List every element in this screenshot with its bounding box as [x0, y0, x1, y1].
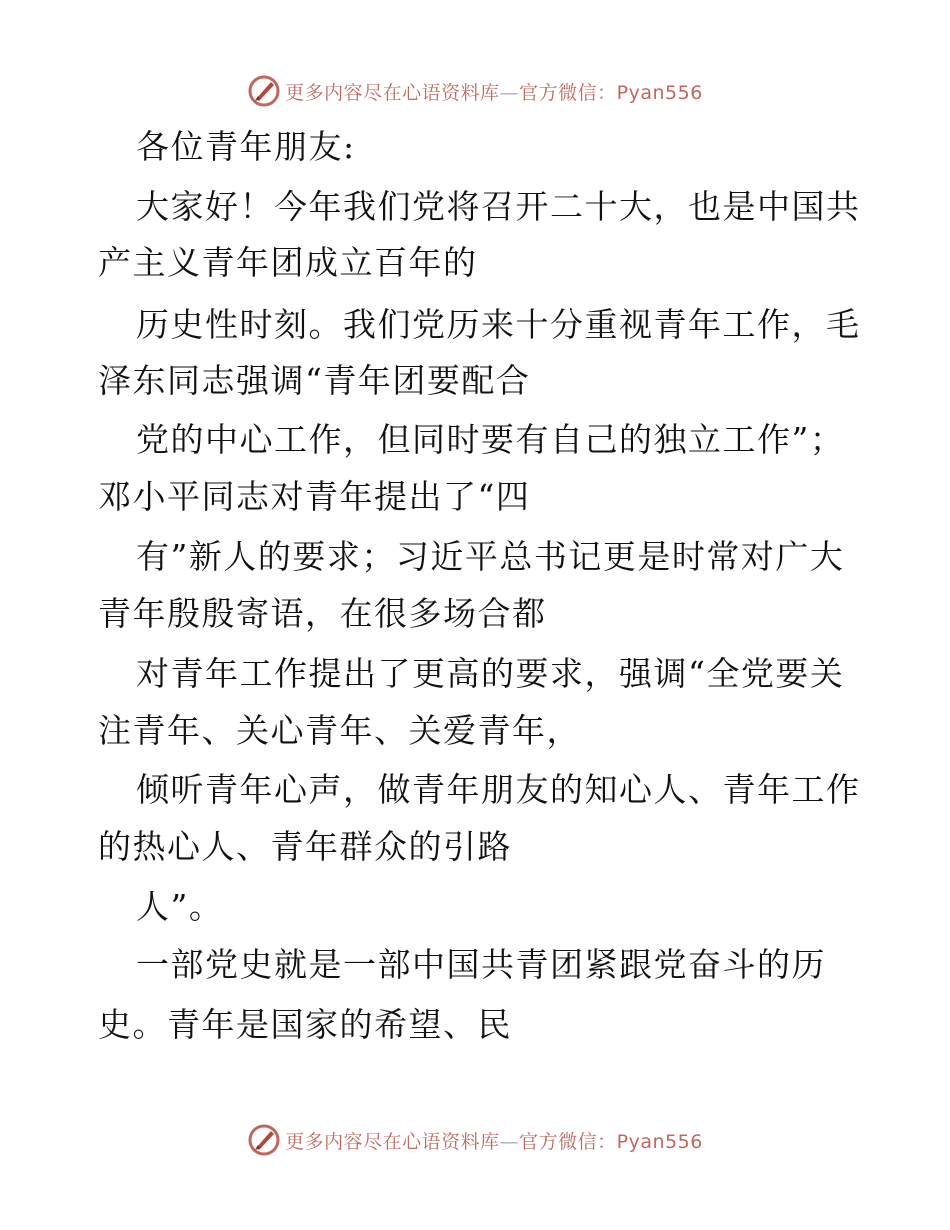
body-line: 倾听青年心声，做青年朋友的知心人、青年工作: [136, 770, 861, 809]
body-line: 各位青年朋友:: [136, 127, 356, 166]
quill-logo-icon: [247, 1123, 281, 1157]
body-line: 大家好！今年我们党将召开二十大，也是中国共: [136, 187, 861, 226]
quill-logo-icon: [247, 74, 281, 108]
header-banner-text: [285, 78, 703, 105]
body-line: 产主义青年团成立百年的: [98, 243, 478, 282]
body-line: 对青年工作提出了更高的要求，强调“全党要关: [136, 654, 845, 693]
header-brand: 更多内容尽在心语资料库: [285, 81, 500, 104]
body-line: 邓小平同志对青年提出了“四: [98, 477, 531, 516]
body-line: 历史性时刻。我们党历来十分重视青年工作，毛: [136, 305, 861, 344]
footer-banner: [0, 1120, 950, 1160]
footer-brand: 更多内容尽在心语资料库: [285, 1130, 500, 1153]
body-line: 的热心人、青年群众的引路: [98, 827, 512, 866]
footer-banner-text: [285, 1127, 703, 1154]
body-line: 有”新人的要求；习近平总书记更是时常对广大: [136, 537, 845, 576]
header-separator: —: [499, 81, 520, 104]
body-line: 青年殷殷寄语，在很多场合都: [98, 594, 547, 633]
footer-separator: —: [499, 1130, 520, 1153]
body-line: 注青年、关心青年、关爱青年，: [98, 711, 581, 750]
body-line: 人”。: [136, 887, 224, 926]
header-wechat: 官方微信：Pyan556: [519, 81, 703, 104]
body-line: 一部党史就是一部中国共青团紧跟党奋斗的历: [136, 945, 826, 984]
body-line: 党的中心工作，但同时要有自己的独立工作”；: [136, 420, 845, 459]
body-line: 泽东同志强调“青年团要配合: [98, 361, 531, 400]
header-banner: [0, 71, 950, 111]
body-line: 史。青年是国家的希望、民: [98, 1005, 512, 1044]
footer-wechat: 官方微信：Pyan556: [519, 1130, 703, 1153]
